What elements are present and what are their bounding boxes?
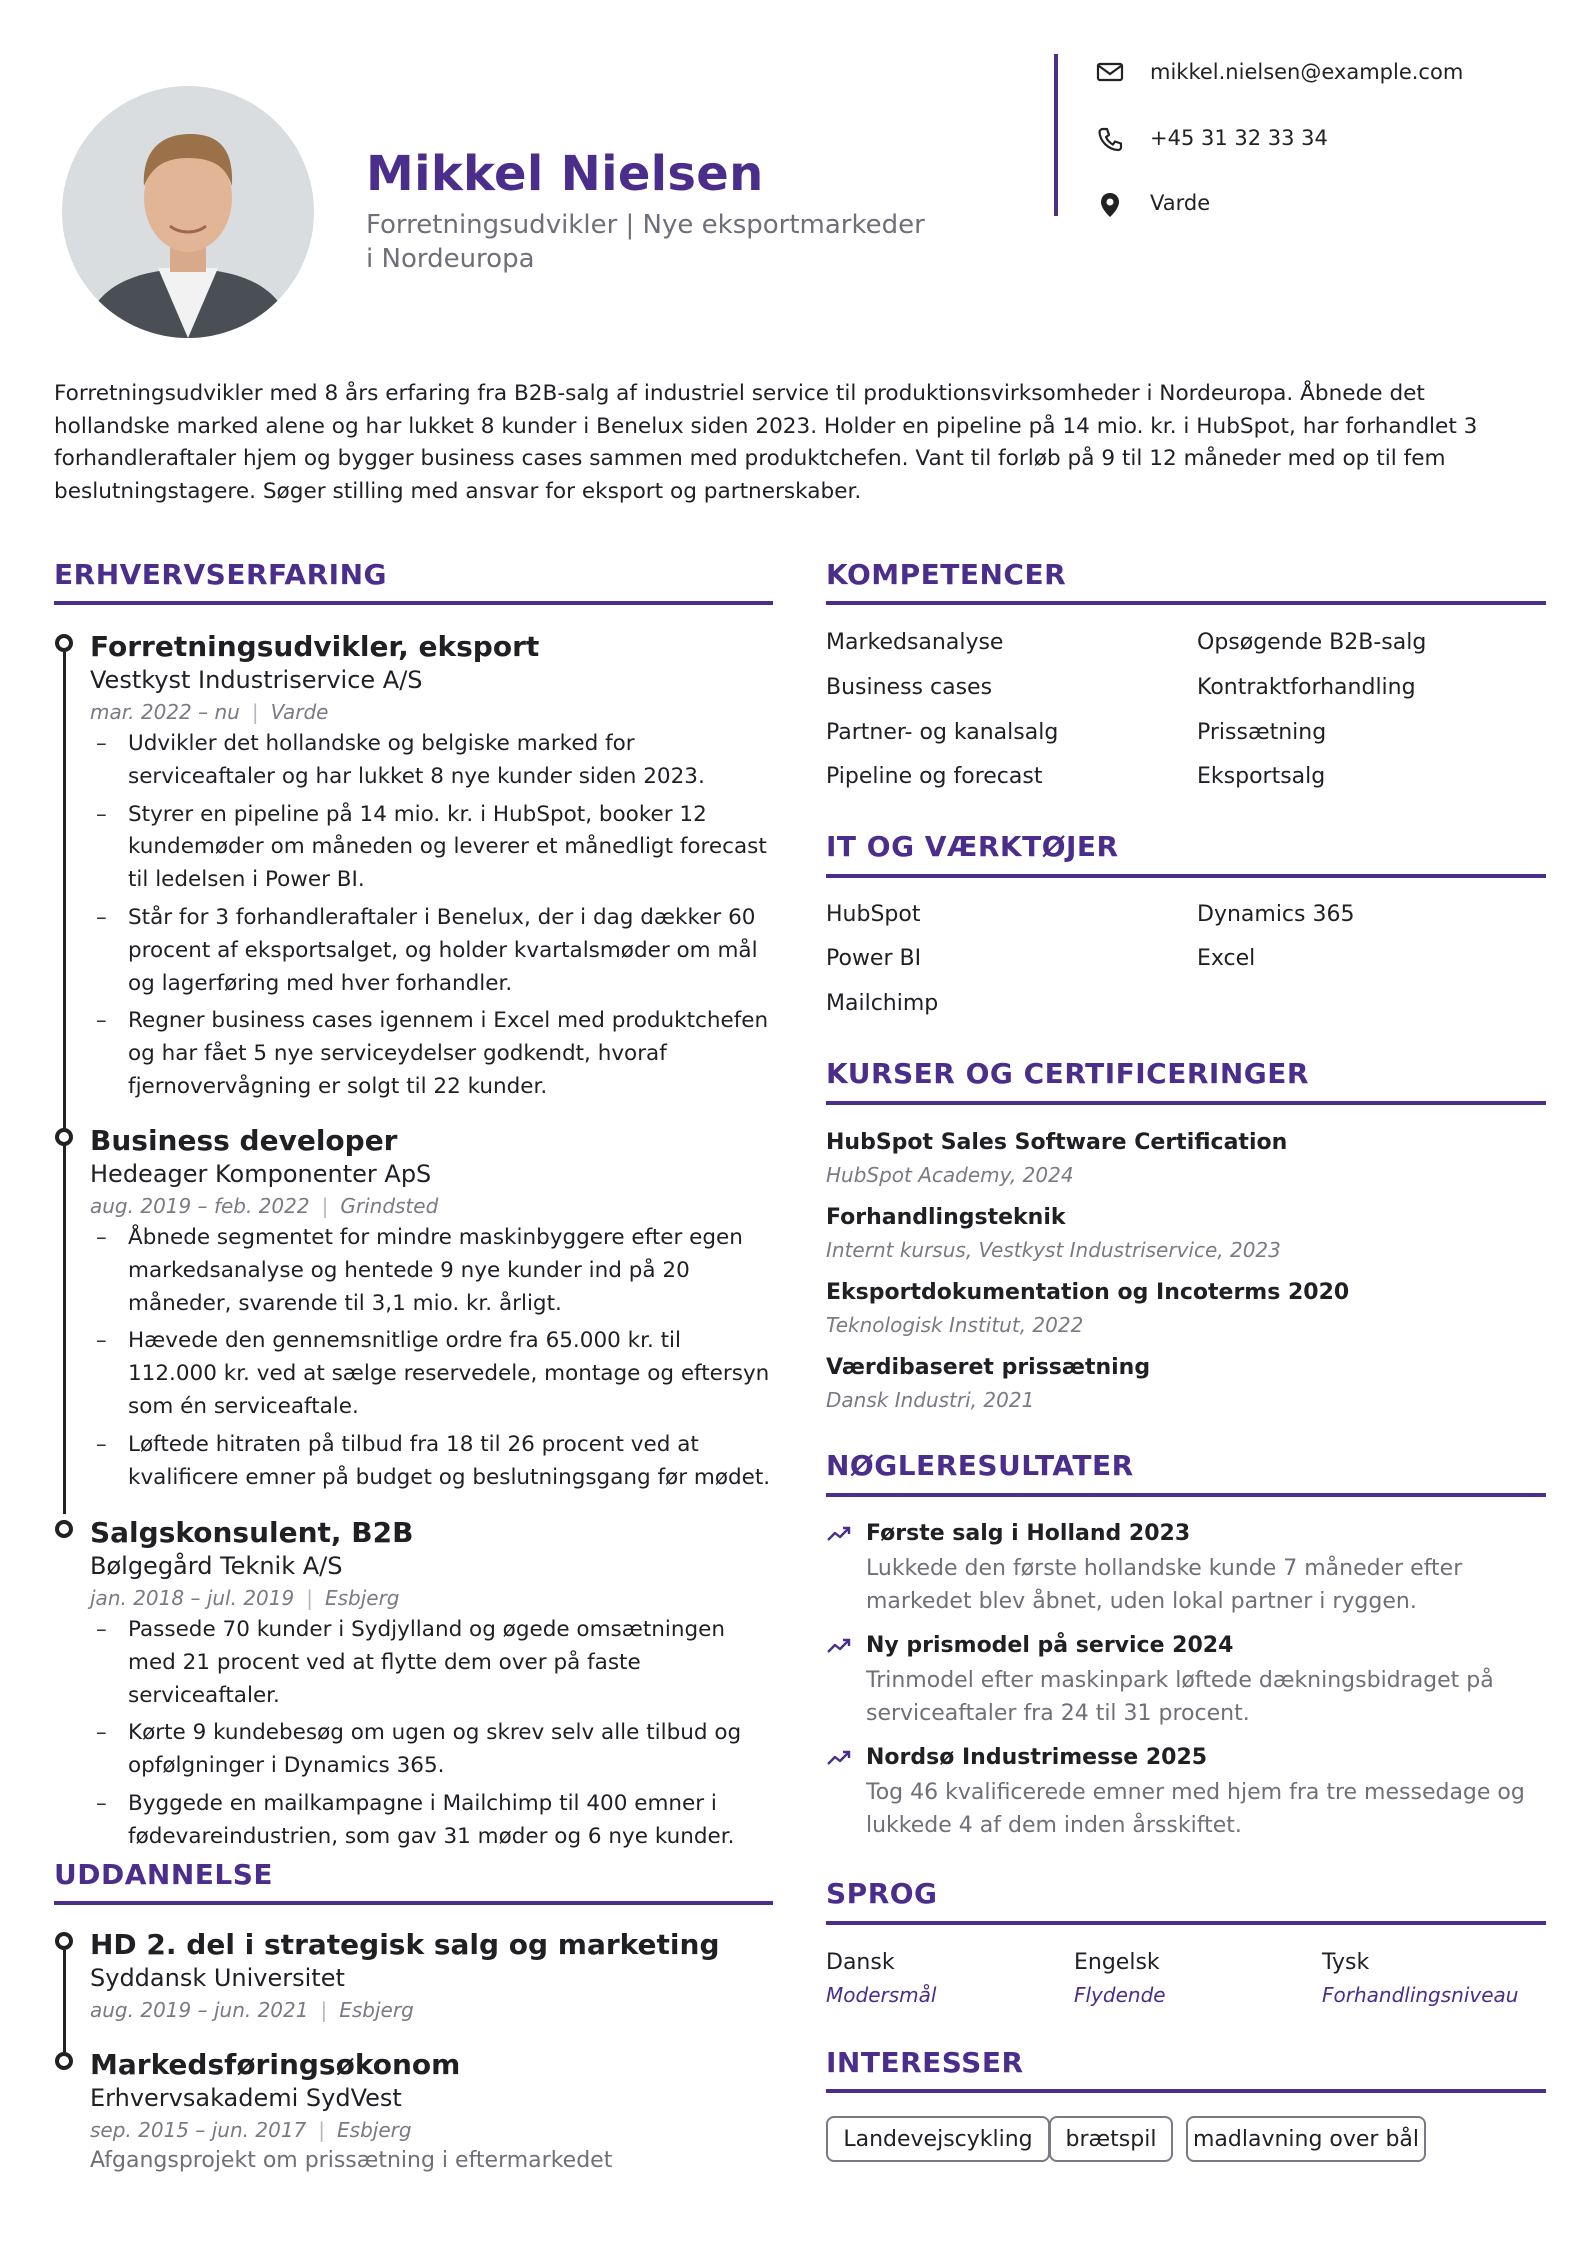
course-source: HubSpot Academy, 2024 (826, 1163, 1074, 1187)
education-meta: aug. 2019 – jun. 2021 | Esbjerg (90, 1998, 414, 2022)
job-bullets (96, 1222, 776, 1499)
interest-chip: Landevejscykling (826, 2116, 1050, 2162)
skill-item: Kontraktforhandling (1197, 675, 1416, 700)
education-period: aug. 2019 – jun. 2021 (90, 1998, 309, 2022)
courses-heading: KURSER OG CERTIFICERINGER (826, 1057, 1309, 1090)
education-timeline (63, 1950, 66, 2054)
job-bullets (96, 1614, 776, 1859)
language-name: Dansk (826, 1950, 895, 1975)
language-level: Modersmål (826, 1983, 937, 2007)
trending-up-icon (826, 1526, 852, 1542)
job-company: Hedeager Komponenter ApS (90, 1160, 432, 1188)
trending-up-icon (826, 1638, 852, 1654)
contact-block (1054, 54, 1534, 216)
language-name: Engelsk (1074, 1950, 1160, 1975)
tool-item: HubSpot (826, 902, 921, 927)
job-title: Business developer (90, 1124, 398, 1157)
skill-item: Eksportsalg (1197, 764, 1326, 789)
skill-item: Markedsanalyse (826, 630, 1004, 655)
job-bullet: – Styrer en pipeline på 14 mio. kr. i HubSpot, booker 12 kundemøder om måneden og leverer et månedligt forecast til ledelsen i Power BI. (96, 799, 776, 897)
interest-chip: madlavning over bål (1186, 2116, 1426, 2162)
location-pin-icon (1096, 191, 1124, 219)
location-text: Varde (1150, 191, 1211, 215)
result-title: Nordsø Industrimesse 2025 (866, 1745, 1208, 1770)
results-rule (826, 1493, 1546, 1497)
profile-summary: Forretningsudvikler med 8 års erfaring fra B2B-salg af industriel service til produktionsvirksomheder i Nordeuropa. Åbnede det hollandske marked alene og har lukket 8 kunder i Benelux siden 2023. Holder en pipeline på 14 mio. kr. i HubSpot, har forhandlet 3 forhandleraftaler hjem og bygger business cases sammen med produktchefen. Vant til forløb på 9 til 12 måneder med op til fem beslutningstagere. Søger stilling med ansvar for eksport og partnerskaber. (54, 381, 1478, 504)
job-company: Bølgegård Teknik A/S (90, 1552, 343, 1580)
profile-photo (62, 86, 314, 338)
result-title: Første salg i Holland 2023 (866, 1521, 1191, 1546)
interests-heading: INTERESSER (826, 2046, 1024, 2079)
job-meta: mar. 2022 – nu | Varde (90, 700, 329, 724)
job-bullet: – Kørte 9 kundebesøg om ugen og skrev selv alle tilbud og opfølgninger i Dynamics 365. (96, 1717, 776, 1783)
job-bullet: – Udvikler det hollandske og belgiske marked for serviceaftaler og har lukket 8 nye kunder siden 2023. (96, 728, 776, 794)
job-title: Salgskonsulent, B2B (90, 1516, 414, 1549)
languages-rule (826, 1921, 1546, 1925)
job-bullet: – Løftede hitraten på tilbud fra 18 til 26 procent ved at kvalificere emner på budget og beslutningsgang før mødet. (96, 1429, 776, 1495)
courses-rule (826, 1101, 1546, 1105)
experience-heading: ERHVERVSERFARING (54, 558, 387, 591)
course-name: HubSpot Sales Software Certification (826, 1130, 1288, 1155)
job-bullet: – Regner business cases igennem i Excel med produktchefen og har fået 5 nye serviceydelser godkendt, hvoraf fjernovervågning er solgt til 22 kunder. (96, 1005, 776, 1103)
skill-item: Pipeline og forecast (826, 764, 1043, 789)
tool-item: Dynamics 365 (1197, 902, 1355, 927)
timeline-dot (55, 1932, 73, 1950)
job-place: Varde (270, 700, 329, 724)
job-bullet: – Åbnede segmentet for mindre maskinbyggere efter egen markedsanalyse og hentede 9 nye kunder ind på 20 måneder, svarende til 3,1 mio. kr. årligt. (96, 1222, 776, 1320)
education-school: Syddansk Universitet (90, 1964, 345, 1992)
skill-item: Opsøgende B2B-salg (1197, 630, 1427, 655)
job-place: Grindsted (340, 1194, 439, 1218)
course-source: Dansk Industri, 2021 (826, 1388, 1035, 1412)
education-period: sep. 2015 – jun. 2017 (90, 2118, 307, 2142)
candidate-tagline: Forretningsudvikler | Nye eksportmarkeder i Nordeuropa (366, 210, 925, 274)
language-level: Forhandlingsniveau (1322, 1983, 1519, 2007)
result-description: Lukkede den første hollandske kunde 7 måneder efter markedet blev åbnet, uden lokal partner i ryggen. (866, 1556, 1463, 1614)
job-bullet: – Hævede den gennemsnitlige ordre fra 65.000 kr. til 112.000 kr. ved at sælge reservedele, montage og eftersyn som én serviceaftale. (96, 1325, 776, 1423)
languages-heading: SPROG (826, 1877, 938, 1910)
course-source: Teknologisk Institut, 2022 (826, 1313, 1084, 1337)
experience-timeline (63, 650, 66, 1514)
job-meta: jan. 2018 – jul. 2019 | Esbjerg (90, 1586, 400, 1610)
course-name: Værdibaseret prissætning (826, 1355, 1151, 1380)
education-place: Esbjerg (339, 1998, 414, 2022)
job-bullet: – Står for 3 forhandleraftaler i Benelux, der i dag dækker 60 procent af eksportsalget, og holder kvartalsmøder om mål og lagerføring med hver forhandler. (96, 902, 776, 1000)
course-name: Forhandlingsteknik (826, 1205, 1066, 1230)
interests-rule (826, 2089, 1546, 2093)
job-bullet: – Passede 70 kunder i Sydjylland og øgede omsætningen med 21 procent ved at flytte dem over på faste serviceaftaler. (96, 1614, 776, 1712)
result-title: Ny prismodel på service 2024 (866, 1633, 1234, 1658)
job-company: Vestkyst Industriservice A/S (90, 666, 423, 694)
skills-rule (826, 601, 1546, 605)
results-heading: NØGLERESULTATER (826, 1449, 1134, 1482)
tools-heading: IT OG VÆRKTØJER (826, 830, 1119, 863)
job-title: Forretningsudvikler, eksport (90, 630, 540, 663)
skill-item: Prissætning (1197, 720, 1327, 745)
language-level: Flydende (1074, 1983, 1166, 2007)
candidate-name: Mikkel Nielsen (366, 146, 764, 202)
tool-item: Mailchimp (826, 991, 939, 1016)
trending-up-icon (826, 1750, 852, 1766)
skill-item: Business cases (826, 675, 993, 700)
phone-text: +45 31 32 33 34 (1150, 126, 1328, 150)
job-bullet: – Byggede en mailkampagne i Mailchimp til 400 emner i fødevareindustrien, som gav 31 møder og 6 nye kunder. (96, 1788, 776, 1854)
timeline-dot (55, 1520, 73, 1538)
phone-icon (1096, 126, 1124, 152)
education-note: Afgangsprojekt om prissætning i eftermarkedet (90, 2148, 613, 2173)
job-bullets (96, 728, 776, 1109)
interest-chip: brætspil (1049, 2116, 1173, 2162)
education-place: Esbjerg (337, 2118, 412, 2142)
tool-item: Power BI (826, 946, 922, 971)
skill-item: Partner- og kanalsalg (826, 720, 1059, 745)
skills-heading: KOMPETENCER (826, 558, 1067, 591)
job-place: Esbjerg (324, 1586, 400, 1610)
tool-item: Excel (1197, 946, 1256, 971)
job-period: jan. 2018 – jul. 2019 (90, 1586, 295, 1610)
course-name: Eksportdokumentation og Incoterms 2020 (826, 1280, 1350, 1305)
education-meta: sep. 2015 – jun. 2017 | Esbjerg (90, 2118, 412, 2142)
result-description: Trinmodel efter maskinpark løftede dækningsbidraget på serviceaftaler fra 24 til 31 procent. (866, 1668, 1494, 1726)
education-title: HD 2. del i strategisk salg og marketing (90, 1928, 720, 1961)
education-rule (54, 1901, 773, 1905)
job-meta: aug. 2019 – feb. 2022 | Grindsted (90, 1194, 439, 1218)
education-title: Markedsføringsøkonom (90, 2048, 461, 2081)
education-heading: UDDANNELSE (54, 1858, 274, 1891)
language-name: Tysk (1322, 1950, 1370, 1975)
result-description: Tog 46 kvalificerede emner med hjem fra tre messedage og lukkede 4 af dem inden årsskiftet. (866, 1780, 1525, 1838)
education-school: Erhvervsakademi SydVest (90, 2084, 402, 2112)
tools-rule (826, 874, 1546, 878)
timeline-dot (55, 1128, 73, 1146)
mail-icon (1096, 60, 1124, 84)
timeline-dot (55, 634, 73, 652)
email-text: mikkel.nielsen@example.com (1150, 60, 1464, 84)
course-source: Internt kursus, Vestkyst Industriservice, 2023 (826, 1238, 1281, 1262)
timeline-dot (55, 2052, 73, 2070)
experience-rule (54, 601, 773, 605)
job-period: mar. 2022 – nu (90, 700, 240, 724)
job-period: aug. 2019 – feb. 2022 (90, 1194, 310, 1218)
